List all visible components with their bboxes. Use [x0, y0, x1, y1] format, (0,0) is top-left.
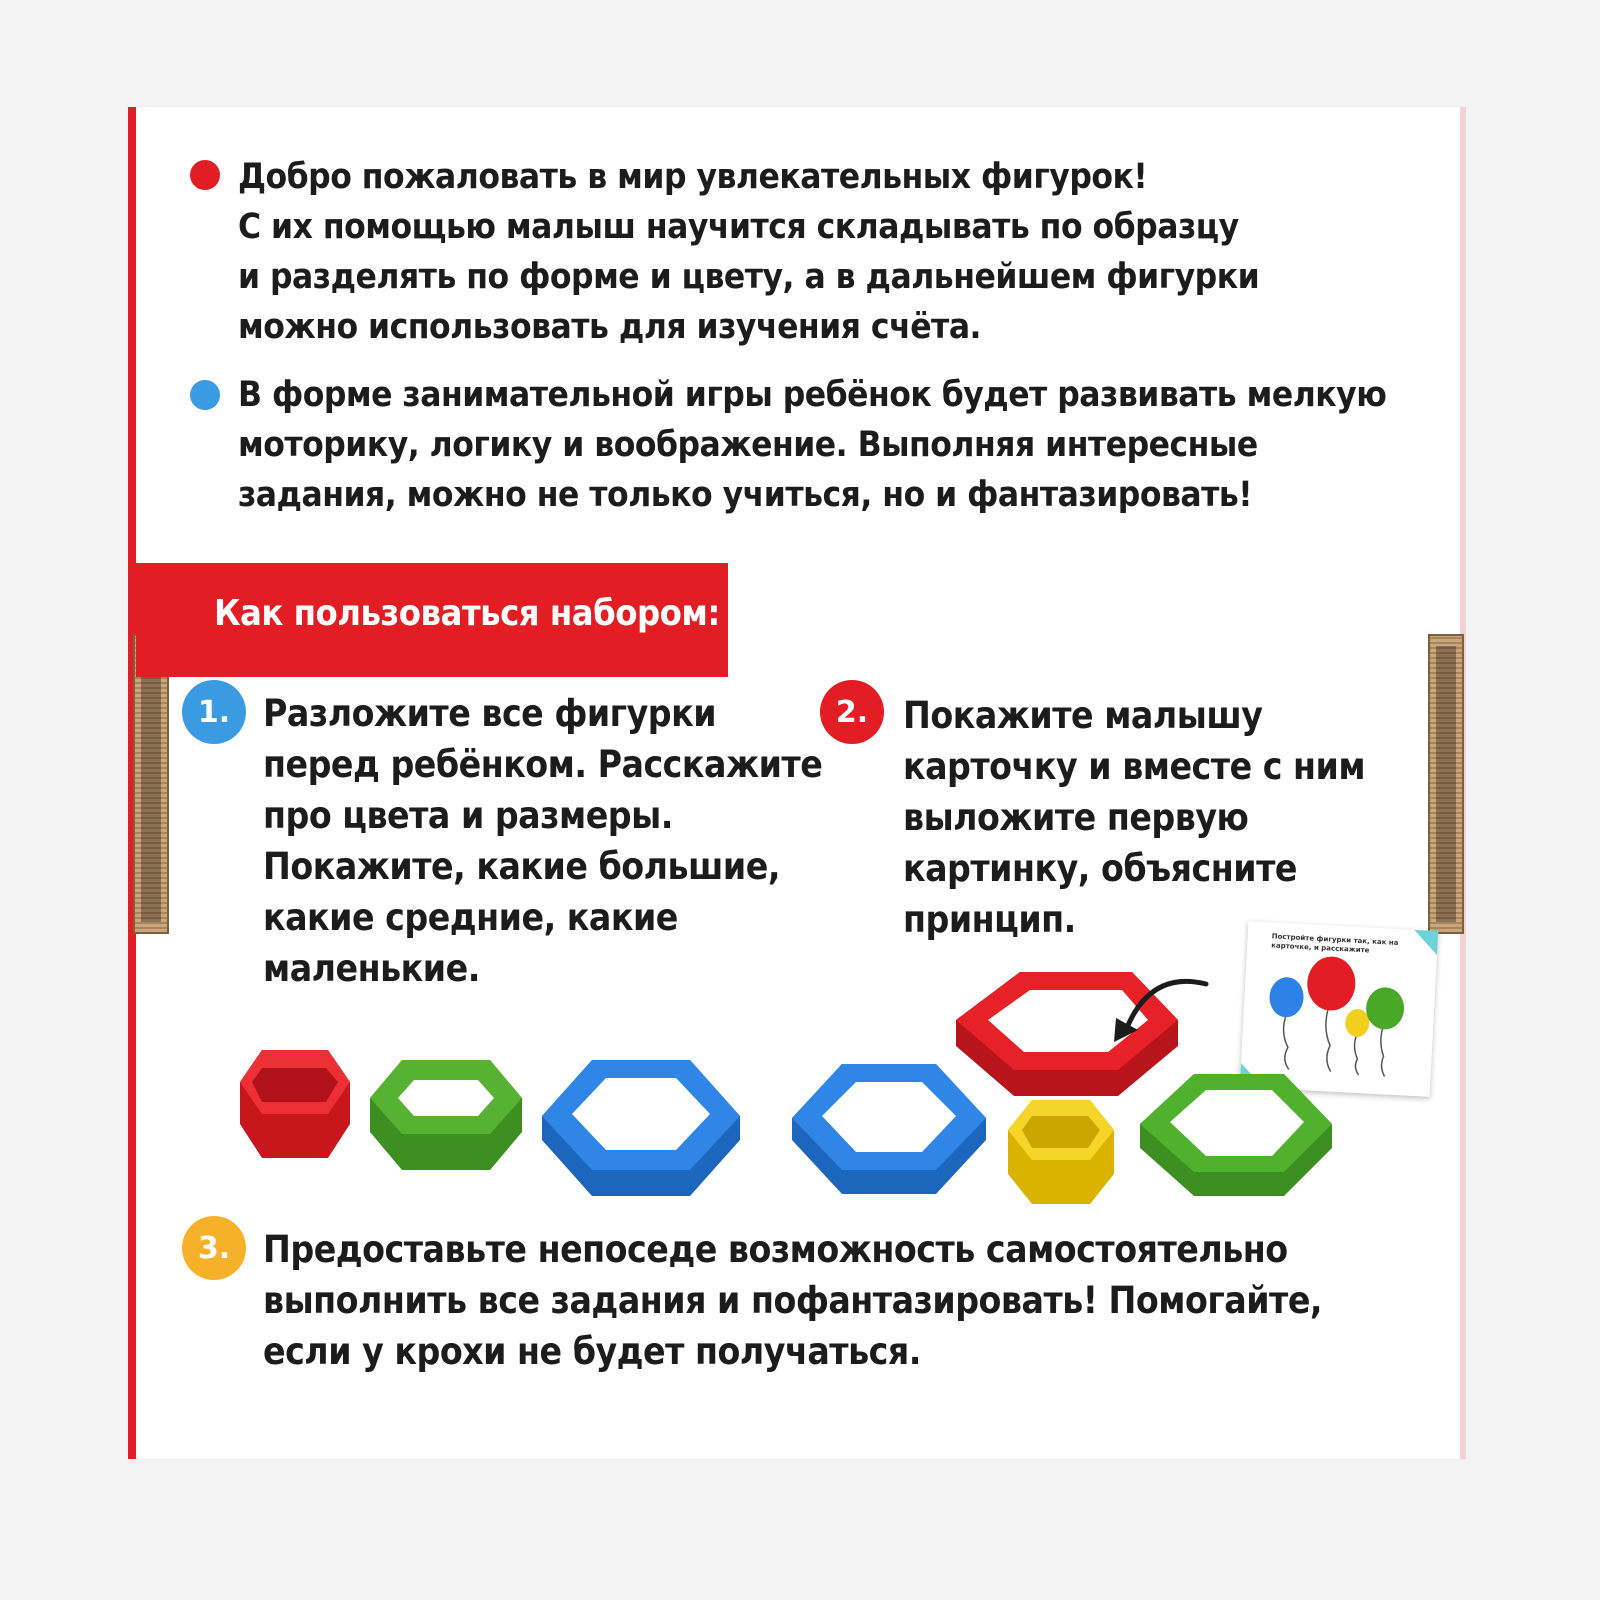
card-caption: Постройте фигурки так, как на карточке, и расскажите — [1271, 932, 1399, 955]
yellow-small-hexagon — [1008, 1100, 1114, 1204]
intro-line: можно использовать для изучения счёта. — [238, 307, 982, 347]
blue-large-hexagon-2 — [792, 1064, 986, 1194]
red-small-hexagon — [240, 1050, 350, 1158]
step-line: перед ребёнком. Расскажите — [263, 743, 823, 786]
step-line: выложите первую — [903, 796, 1249, 839]
blue-large-hexagon — [542, 1060, 740, 1196]
intro-line: моторику, логику и воображение. Выполняя интересные — [238, 425, 1258, 465]
step-line: если у крохи не будет получаться. — [263, 1330, 921, 1373]
intro-line: задания, можно не только учиться, но и фантазировать! — [238, 475, 1253, 515]
step-line: Разложите все фигурки — [263, 692, 717, 735]
step-line: карточку и вместе с ним — [903, 745, 1366, 788]
step-2-number-badge: 2. — [820, 680, 884, 744]
step-1-number-badge: 1. — [182, 680, 246, 744]
step-line: маленькие. — [263, 947, 480, 990]
step-line: выполнить все задания и пофантазировать! Помогайте, — [263, 1279, 1323, 1322]
step-line: Покажите, какие большие, — [263, 845, 780, 888]
intro-line: Добро пожаловать в мир увлекательных фигурок! — [238, 157, 1148, 197]
red-large-hexagon — [956, 972, 1178, 1096]
banner-title: Как пользоваться набором: — [214, 593, 720, 634]
step-line: Предоставьте непоседе возможность самостоятельно — [263, 1228, 1288, 1271]
intro-line: В форме занимательной игры ребёнок будет развивать мелкую — [238, 375, 1387, 415]
green-large-hexagon — [1140, 1074, 1332, 1196]
step-line: про цвета и размеры. — [263, 794, 673, 837]
step-line: картинку, объясните — [903, 847, 1297, 890]
step-line: принцип. — [903, 898, 1076, 941]
intro-line: и разделять по форме и цвету, а в дальнейшем фигурки — [238, 257, 1260, 297]
intro-line: С их помощью малыш научится складывать по образцу — [238, 207, 1239, 247]
step-3-text — [263, 1224, 1322, 1377]
step-3-number-badge: 3. — [182, 1216, 246, 1280]
green-medium-hexagon — [370, 1060, 522, 1170]
step-line: Покажите малышу — [903, 694, 1263, 737]
step-line: какие средние, какие — [263, 896, 678, 939]
